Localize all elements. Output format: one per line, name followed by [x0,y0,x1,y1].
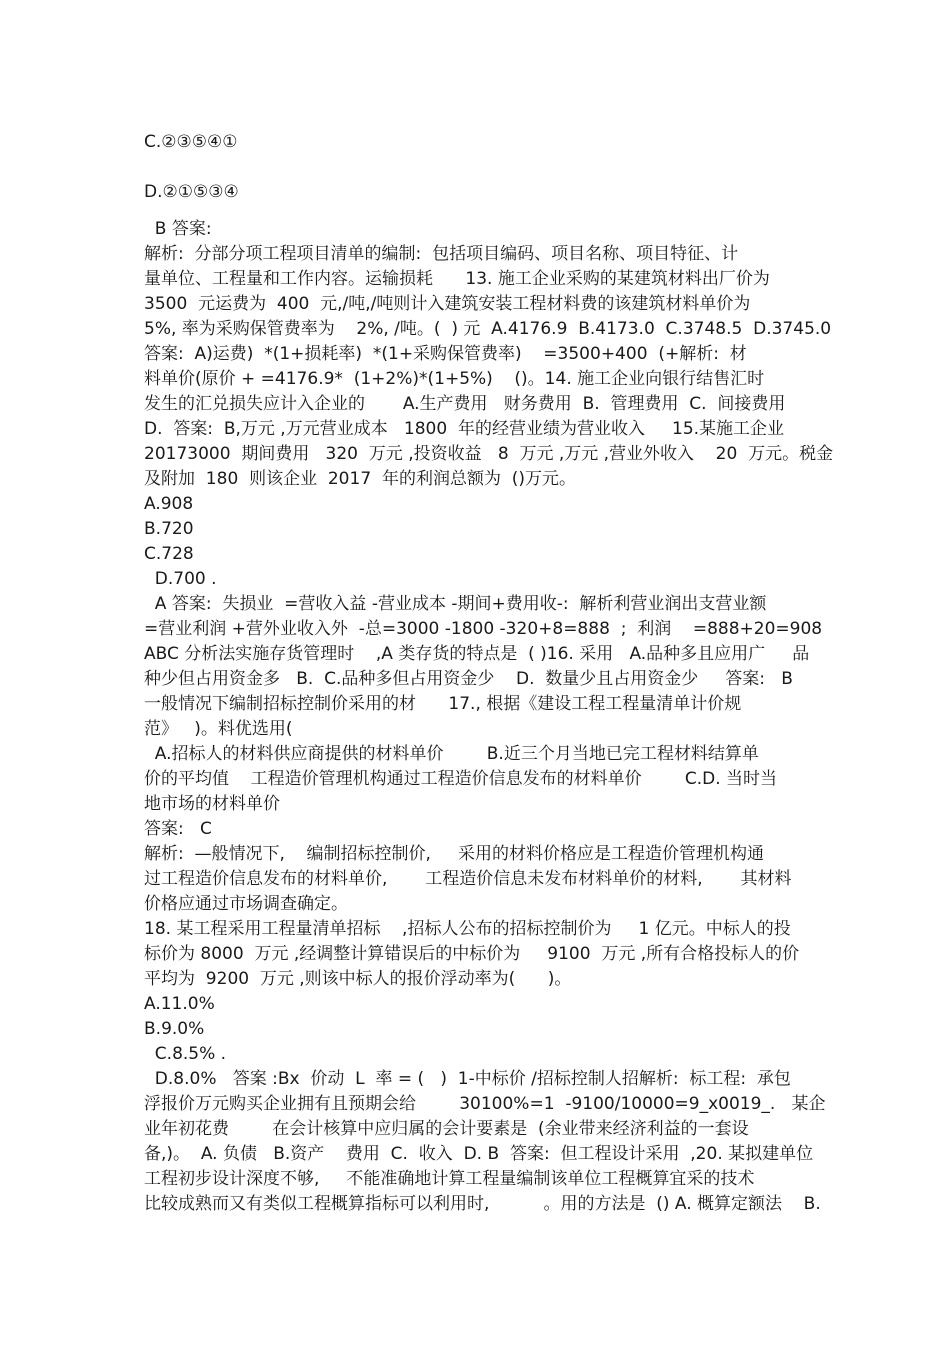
text-line: 地市场的材料单价 [144,794,280,814]
text-line: 过工程造价信息发布的材料单价, 工程造价信息未发布材料单价的材料, 其材料 [144,869,792,889]
text-line: A 答案: 失损业 =营收入益 -营业成本 -期间+费用收-: 解析利营业润出支营业额 [144,594,767,614]
text-line: 范》 )。料优选用( [144,719,293,739]
text-line: 解析: —般情况下, 编制招标控制价, 采用的材料价格应是工程造价管理机构通 [144,844,764,864]
option-d: D.②①⑤③④ [144,182,239,202]
text-line: 一般情况下编制招标控制价采用的材 17., 根据《建设工程工程量清单计价规 [144,694,742,714]
answer-line: 答案: C [144,819,212,839]
text-line: 浮报价万元购买企业拥有且预期会给 30100%=1 -9100/10000=9_x0019_. 某企 [144,1094,826,1114]
text-line: 18. 某工程采用工程量清单招标 ,招标人公布的招标控制价为 1 亿元。中标人的投 [144,919,791,939]
option-c: C.②③⑤④① [144,132,238,152]
text-line: 量单位、工程量和工作内容。运输损耗 13. 施工企业采购的某建筑材料出厂价为 [144,269,770,289]
text-line: A.招标人的材料供应商提供的材料单价 B.近三个月当地已完工程材料结算单 [144,744,759,764]
option-line: D.700 . [144,569,217,589]
text-line: 备,)。 A. 负债 B.资产 费用 C. 收入 D. B 答案: 但工程设计采用 ,20. 某拟建单位 [144,1144,814,1164]
text-line: 价的平均值 工程造价管理机构通过工程造价信息发布的材料单价 C.D. 当时当 [144,769,778,789]
text-line: 比较成熟而又有类似工程概算指标可以利用时, 。用的方法是 () A. 概算定额法 B. [144,1194,821,1214]
text-line: 20173000 期间费用 320 万元 ,投资收益 8 万元 ,万元 ,营业外收入 20 万元。税金 [144,444,834,464]
option-line: C.8.5% . [144,1044,227,1064]
option-line: B.720 [144,519,194,539]
text-line: 发生的汇兑损失应计入企业的 A.生产费用 财务费用 B. 管理费用 C. 间接费用 [144,394,786,414]
text-line: 标价为 8000 万元 ,经调整计算错误后的中标价为 9100 万元 ,所有合格投标人的价 [144,944,800,964]
text-line: D. 答案: B,万元 ,万元营业成本 1800 年的经营业绩为营业收入 15.某施工企业 [144,419,785,439]
text-line: 及附加 180 则该企业 2017 年的利润总额为 ()万元。 [144,469,577,489]
text-line: D.8.0% 答案 :Bx 价动 L 率 = ( ) 1-中标价 /招标控制人招解析: 标工程: 承包 [144,1069,791,1089]
option-line: B.9.0% [144,1019,205,1039]
text-line: 料单价(原价 + =4176.9* (1+2%)*(1+5%) ()。14. 施工企业向银行结售汇时 [144,369,765,389]
text-line: 解析: 分部分项工程项目清单的编制: 包括项目编码、项目名称、项目特征、计 [144,244,739,264]
text-line: 平均为 9200 万元 ,则该中标人的报价浮动率为( )。 [144,969,572,989]
answer-line: B 答案: [144,219,212,239]
text-line: ABC 分析法实施存货管理时 ,A 类存货的特点是 ( )16. 采用 A.品种多且应用广 品 [144,644,810,664]
text-line: 3500 元运费为 400 元,/吨,/吨则计入建筑安装工程材料费的该建筑材料单价为 [144,294,751,314]
text-line: 5%, 率为采购保管费率为 2%, /吨。( ) 元 A.4176.9 B.4173.0 C.3748.5 D.3745.0 [144,319,832,339]
option-line: A.11.0% [144,994,215,1014]
text-line: 种少但占用资金多 B. C.品种多但占用资金少 D. 数量少且占用资金少 答案: B [144,669,793,689]
text-line: 答案: A)运费) *(1+损耗率) *(1+采购保管费率) =3500+400 (+解析: 材 [144,344,747,364]
option-line: C.728 [144,544,194,564]
text-line: 价格应通过市场调查确定。 [144,894,348,914]
text-line: 工程初步设计深度不够, 不能准确地计算工程量编制该单位工程概算宜采的技术 [144,1169,755,1189]
option-line: A.908 [144,494,194,514]
text-line: =营业利润 +营外业收入外 -总=3000 -1800 -320+8=888 ; 利润 =888+20=908 [144,619,823,639]
text-line: 业年初花费 在会计核算中应归属的会计要素是 (余业带来经济利益的一套设 [144,1119,749,1139]
